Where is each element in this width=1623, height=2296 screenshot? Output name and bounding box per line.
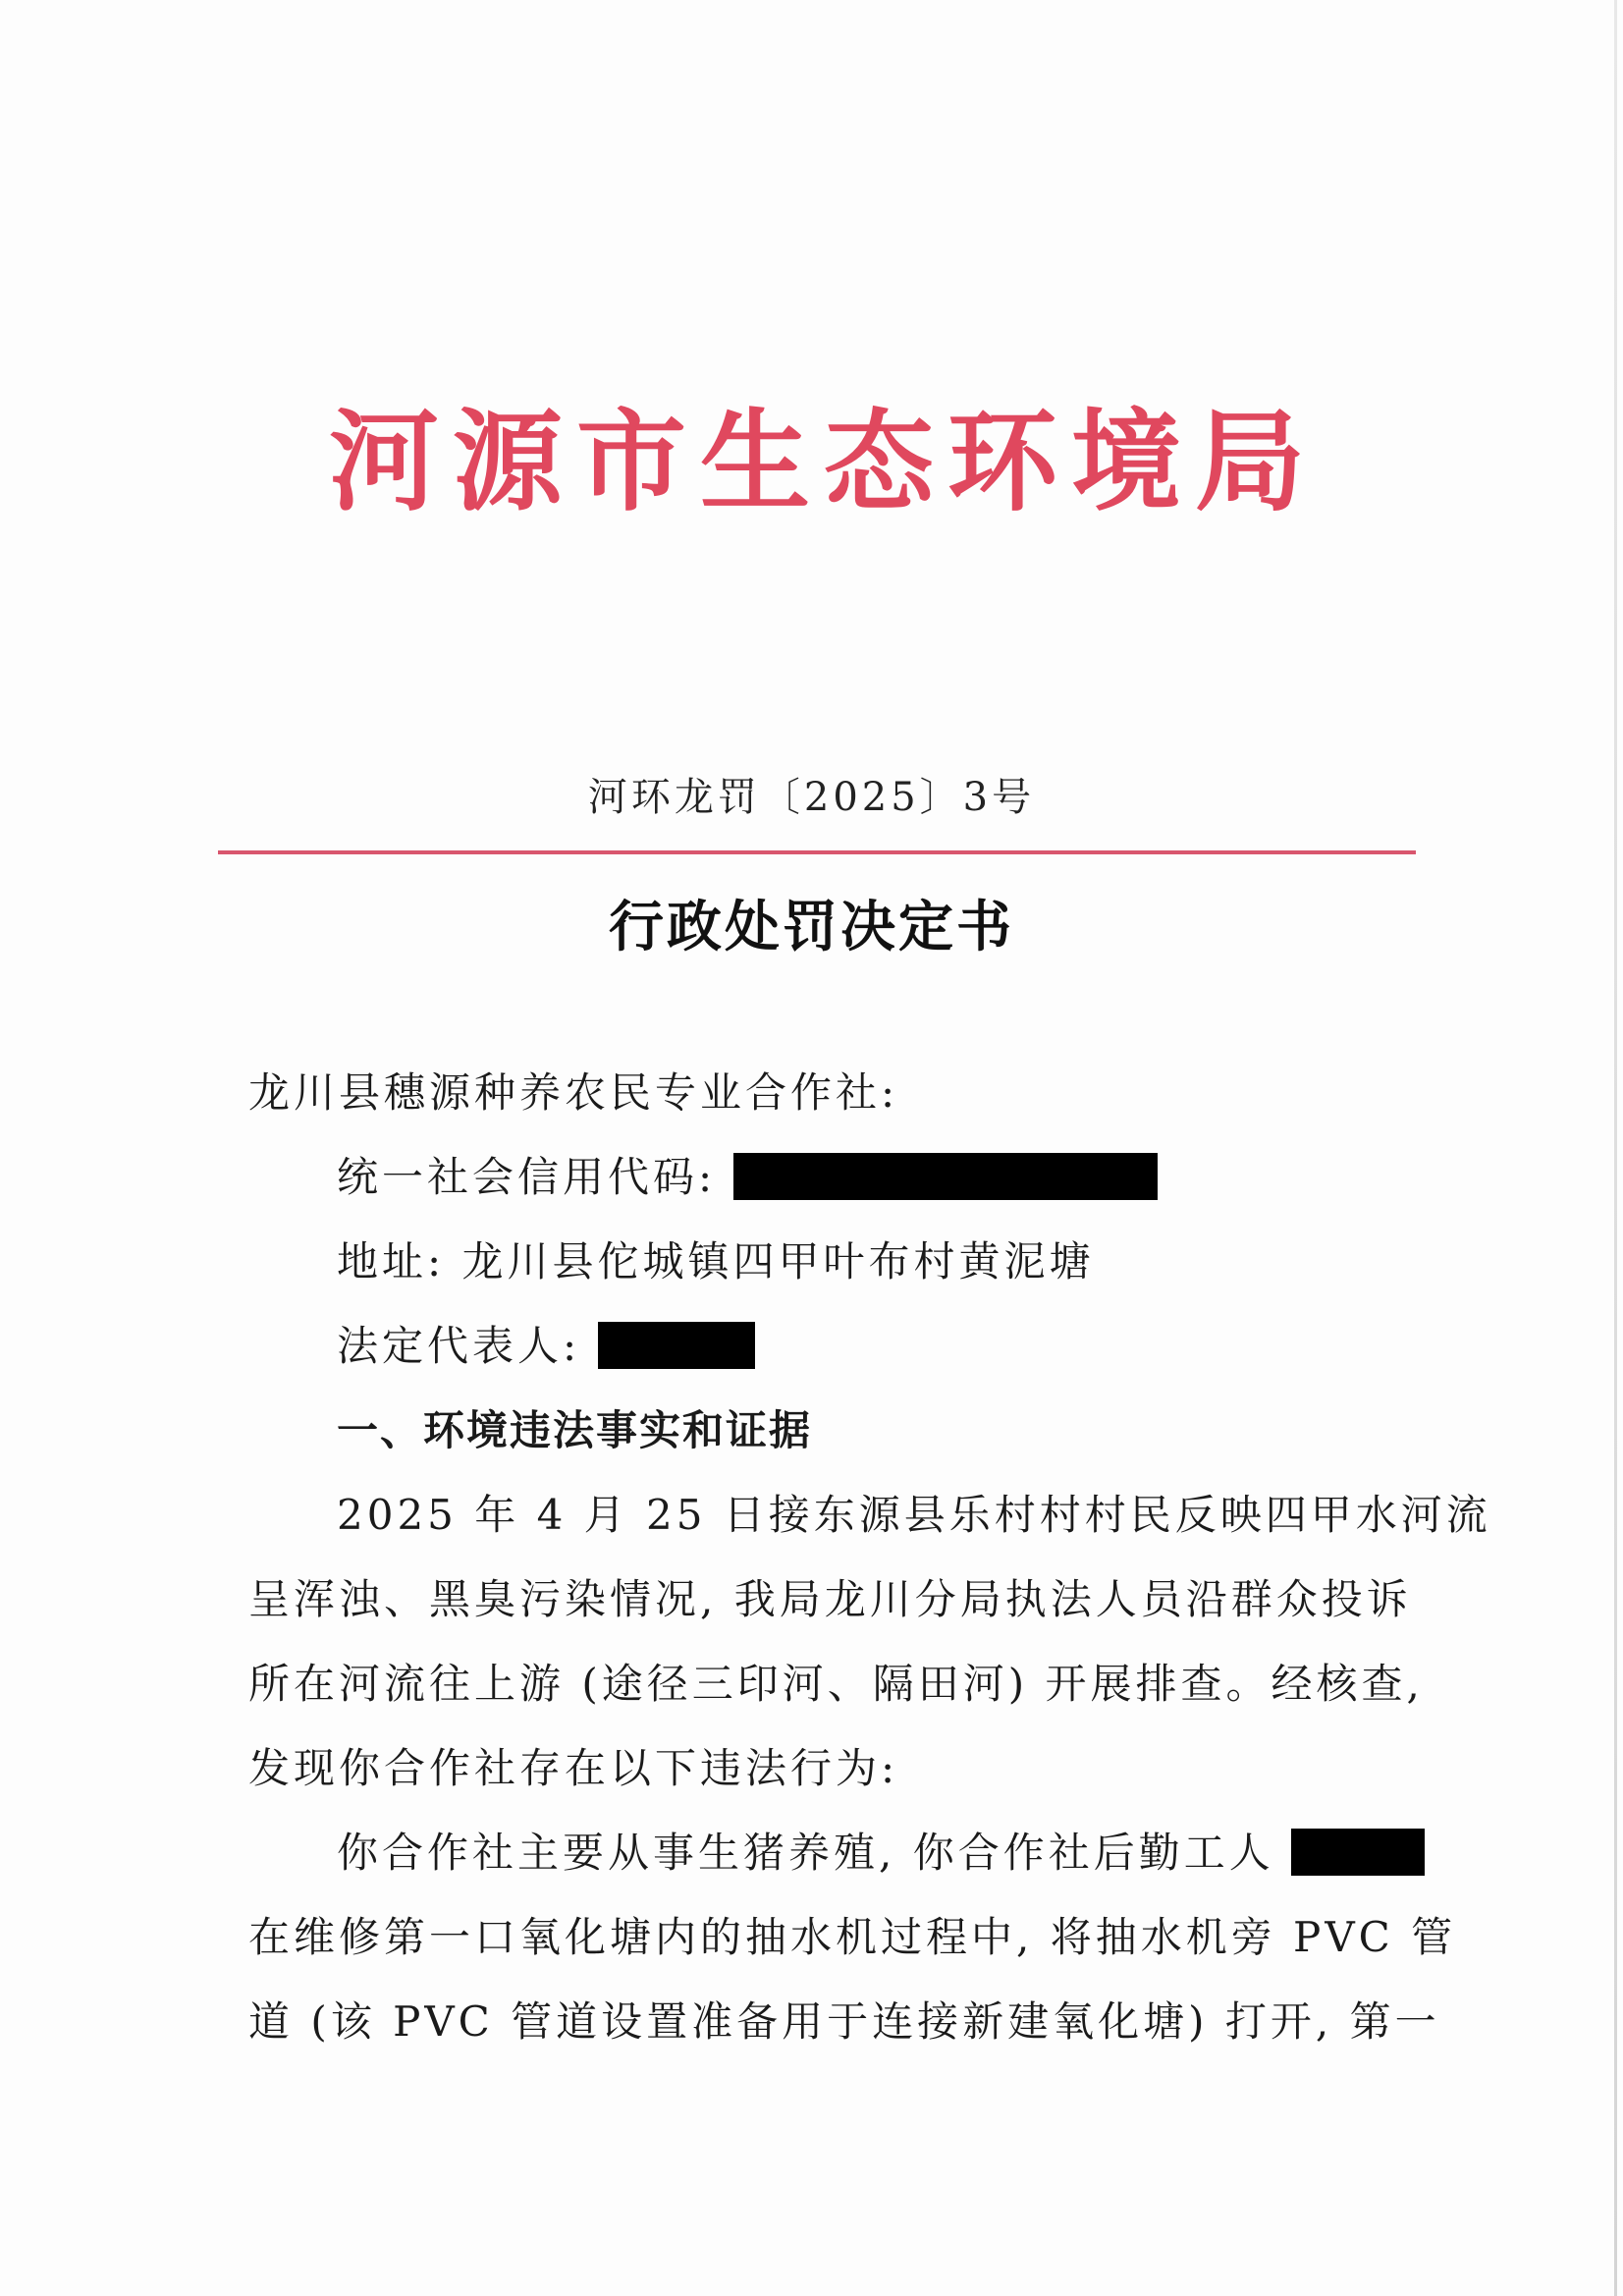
redaction-block <box>1291 1829 1425 1876</box>
agency-letterhead: 河源市生态环境局 <box>329 398 1319 526</box>
paragraph-line: 在维修第一口氧化塘内的抽水机过程中, 将抽水机旁 PVC 管 <box>248 1913 1457 1961</box>
paragraph-line: 所在河流往上游 (途径三印河、隔田河) 开展排查。经核查, <box>248 1660 1424 1708</box>
document-title: 行政处罚决定书 <box>609 896 1014 959</box>
red-divider-line <box>218 850 1416 854</box>
worker-text: 你合作社主要从事生猪养殖, 你合作社后勤工人 <box>337 1829 1274 1877</box>
paragraph-line: 道 (该 PVC 管道设置准备用于连接新建氧化塘) 打开, 第一 <box>248 1997 1440 2046</box>
document-body <box>248 1051 1491 2064</box>
paragraph-line: 2025 年 4 月 25 日接东源县乐村村村民反映四甲水河流 <box>337 1491 1491 1539</box>
paragraph-line <box>248 1811 1387 1895</box>
credit-code-line <box>248 1135 1387 1220</box>
redaction-block <box>598 1322 755 1369</box>
recipient-name: 龙川县穗源种养农民专业合作社: <box>248 1068 899 1117</box>
section-heading: 一、环境违法事实和证据 <box>337 1406 813 1454</box>
address-line: 地址: 龙川县佗城镇四甲叶布村黄泥塘 <box>337 1237 1095 1285</box>
legal-rep-label: 法定代表人: <box>337 1322 581 1370</box>
credit-code-label: 统一社会信用代码: <box>337 1153 717 1201</box>
redaction-block <box>733 1153 1158 1200</box>
paragraph-line: 发现你合作社存在以下违法行为: <box>248 1744 899 1792</box>
legal-rep-line <box>248 1304 1387 1389</box>
page-edge-shadow <box>1614 0 1617 2296</box>
paragraph-line: 呈浑浊、黑臭污染情况, 我局龙川分局执法人员沿群众投诉 <box>248 1575 1412 1623</box>
document-number: 河环龙罚〔2025〕3号 <box>587 775 1036 820</box>
